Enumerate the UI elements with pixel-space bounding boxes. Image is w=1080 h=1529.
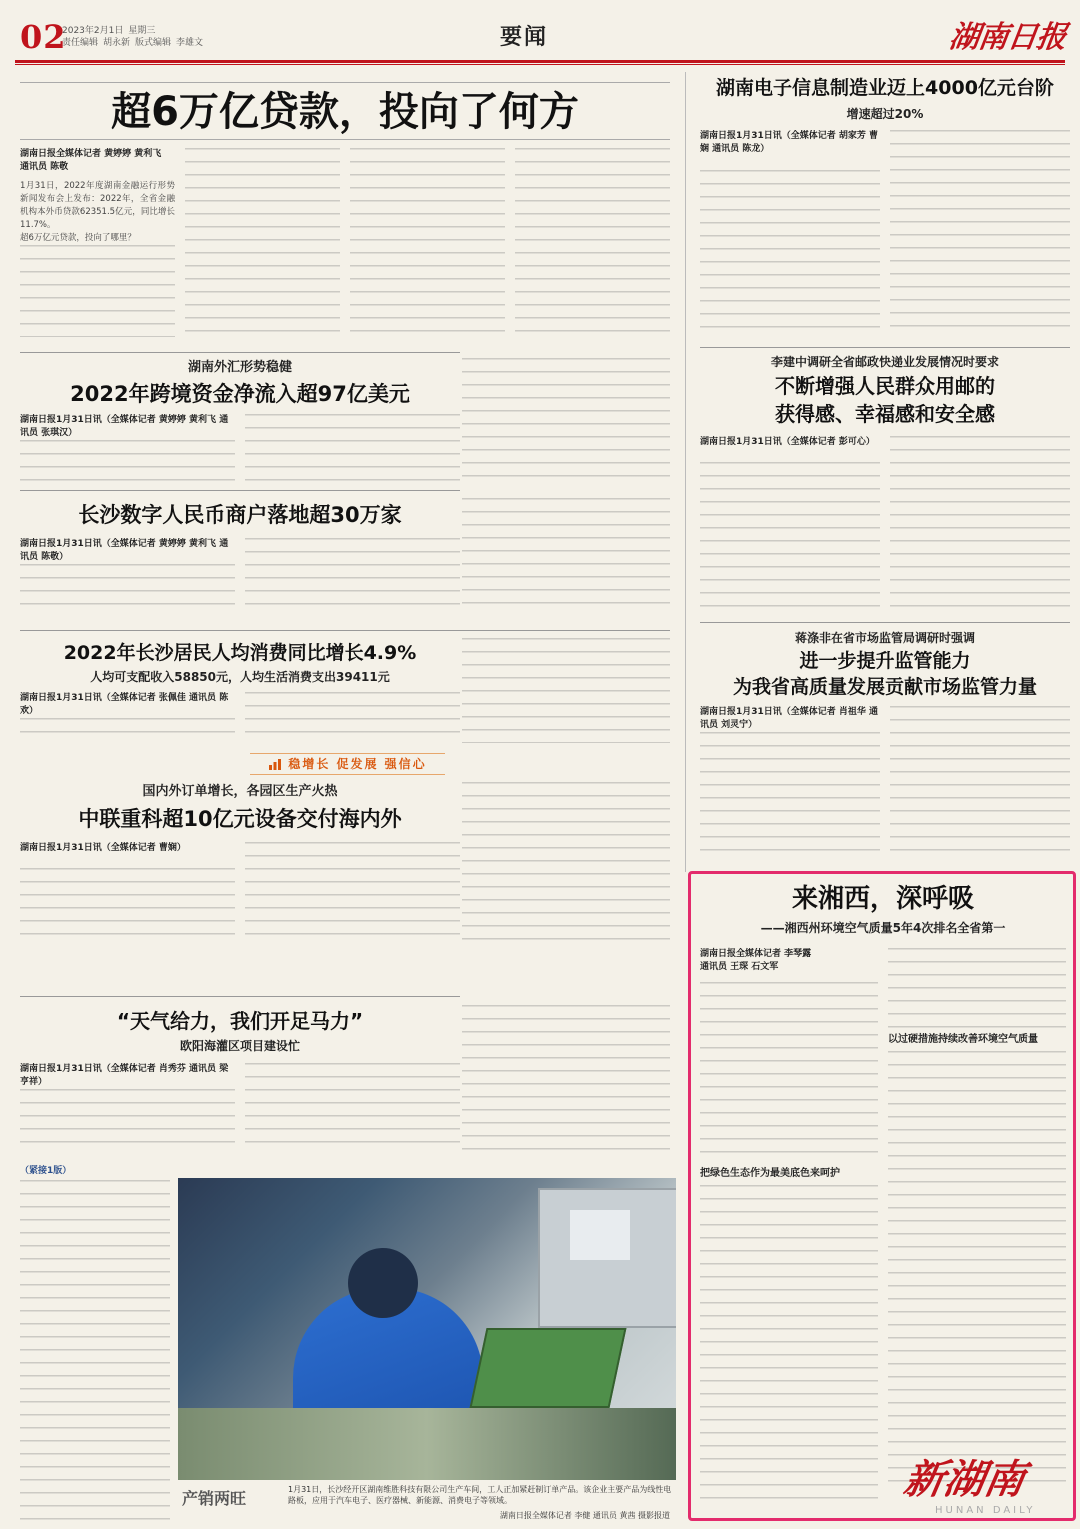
- news-photo: [178, 1178, 676, 1480]
- body-text: [888, 948, 1066, 1028]
- body-text: [700, 982, 878, 1162]
- section-divider: [20, 996, 460, 997]
- headline: 中联重科超10亿元设备交付海内外: [78, 807, 402, 831]
- watermark-logo: 新湖南: [900, 1456, 1029, 1503]
- body-text: [245, 414, 460, 484]
- growth-chart-icon: [268, 758, 282, 770]
- caption-body: 1月31日，长沙经开区湖南维胜科技有限公司生产车间，工人正加紧赶制订单产品。该企业主要产品为线性电路板，应用于汽车电子、医疗器械、新能源、消费电子等领域。: [288, 1485, 672, 1505]
- body-text: [350, 148, 505, 338]
- headline: “天气给力，我们开足马力”: [116, 1009, 364, 1033]
- watermark-subtext: HUNAN DAILY: [935, 1505, 1036, 1516]
- body-text: [245, 538, 460, 608]
- headline: 2022年跨境资金净流入超97亿美元: [70, 382, 410, 406]
- article-loans[interactable]: [20, 78, 670, 348]
- workbench-shape: [178, 1408, 676, 1480]
- body-text: [890, 706, 1070, 861]
- kicker: 李建中调研全省邮政快递业发展情况时要求: [770, 355, 999, 369]
- headline-line1: 进一步提升监管能力: [799, 650, 971, 672]
- body-text: [462, 498, 670, 613]
- subhead: 欧阳海灌区项目建设忙: [179, 1039, 300, 1053]
- section-divider: [700, 347, 1070, 348]
- subhead: 增速超过20%: [846, 107, 924, 121]
- byline: 湖南日报1月31日讯（全媒体记者 张佩佳 通讯员 陈欢）: [20, 693, 229, 716]
- masthead: [0, 0, 1080, 62]
- byline: 湖南日报1月31日讯（全媒体记者 肖祖华 通讯员 刘灵宁）: [700, 707, 879, 730]
- editor-name: 胡永新: [103, 38, 131, 48]
- article-consumption[interactable]: [20, 638, 460, 743]
- newspaper-logo: 湖南日报: [947, 20, 1068, 55]
- article-postal[interactable]: [700, 352, 1070, 617]
- byline: 湖南日报全媒体记者 李琴露: [700, 949, 812, 959]
- article-zoomlion[interactable]: [20, 782, 460, 942]
- headline-line2: 为我省高质量发展贡献市场监管力量: [732, 676, 1037, 698]
- section-heading: 以过硬措施持续改善环境空气质量: [888, 1034, 1038, 1045]
- byline: 湖南日报1月31日讯（全媒体记者 彭可心）: [700, 437, 875, 447]
- subheading: 超6万亿元贷款，投向了哪里？: [20, 233, 136, 243]
- byline: 湖南日报1月31日讯（全媒体记者 黄婷婷 黄利飞 通讯员 陈敬）: [20, 539, 229, 562]
- photo-caption: [178, 1480, 676, 1521]
- byline-secondary: 通讯员 王琛 石文军: [700, 962, 779, 972]
- body-text: [185, 148, 340, 338]
- headline-line2: 获得感、幸福感和安全感: [775, 402, 995, 426]
- worker-head-shape: [348, 1248, 418, 1318]
- body-text: [20, 1089, 235, 1153]
- theme-banner: [250, 753, 445, 775]
- body-text: [245, 842, 460, 938]
- machine-shape: [538, 1188, 676, 1328]
- article-irrigation[interactable]: [20, 1005, 460, 1155]
- section-divider: [20, 630, 670, 631]
- byline-secondary: 通讯员 陈敬: [20, 162, 69, 172]
- section-heading: 把绿色生态作为最美底色来呵护: [700, 1168, 840, 1179]
- body-text: [462, 782, 670, 942]
- subhead: ——湘西州环境空气质量5年4次排名全省第一: [760, 921, 1006, 935]
- continued-tag: （紧接1版）: [20, 1166, 72, 1176]
- lead-paragraph: 1月31日，2022年度湖南金融运行形势新闻发布会上发布：2022年，全省金融机构本外币贷款62351.5亿元，同比增长11.7%。: [20, 181, 175, 230]
- body-text: [890, 130, 1070, 330]
- circuit-board-shape: [469, 1328, 626, 1408]
- body-text: [20, 440, 235, 484]
- body-text: [700, 170, 880, 330]
- designer-label: 版式编辑: [135, 38, 172, 48]
- column-divider: [685, 72, 686, 872]
- byline: 湖南日报1月31日讯（全媒体记者 胡家芳 曹娴 通讯员 陈龙）: [700, 131, 879, 154]
- headline: 来湘西，深呼吸: [791, 884, 974, 914]
- page-number: 02: [20, 18, 67, 56]
- body-text: [20, 245, 175, 337]
- body-text: [245, 1063, 460, 1153]
- body-text: [20, 718, 235, 742]
- headline: 2022年长沙居民人均消费同比增长4.9%: [63, 642, 417, 664]
- article-xiangxi[interactable]: [700, 880, 1066, 1515]
- section-divider: [20, 352, 460, 353]
- byline: 湖南日报1月31日讯（全媒体记者 黄婷婷 黄利飞 通讯员 张琪汉）: [20, 415, 229, 438]
- article-market-supervision[interactable]: [700, 628, 1070, 868]
- body-text: [700, 462, 880, 611]
- body-text: [888, 1051, 1066, 1491]
- body-text: [20, 868, 235, 938]
- body-text: [462, 358, 670, 483]
- body-text: [515, 148, 670, 338]
- continued-article[interactable]: [20, 1165, 170, 1520]
- issue-date: 2023年2月1日: [62, 26, 124, 36]
- section-title: 要闻: [500, 25, 549, 50]
- issue-weekday: 星期三: [128, 26, 156, 36]
- body-text: [20, 1180, 170, 1520]
- body-text: [890, 436, 1070, 611]
- headline-line1: 不断增强人民群众用邮的: [775, 374, 995, 398]
- body-text: [700, 732, 880, 861]
- photo-credit: 湖南日报全媒体记者 李健 通讯员 黄茜 摄影报道: [499, 1511, 670, 1520]
- subhead: 人均可支配收入58850元，人均生活消费支出39411元: [90, 670, 390, 684]
- article-digital-rmb[interactable]: [20, 498, 460, 613]
- masthead-rule: [15, 60, 1065, 63]
- designer-name: 李雄文: [176, 38, 204, 48]
- kicker: 湖南外汇形势稳健: [187, 360, 292, 375]
- byline: 湖南日报1月31日讯（全媒体记者 曹娴）: [20, 843, 186, 853]
- body-text: [462, 638, 670, 743]
- issue-meta: [62, 25, 242, 49]
- body-text: [20, 564, 235, 608]
- section-divider: [700, 622, 1070, 623]
- article-electronics[interactable]: [700, 72, 1070, 342]
- masthead-rule-thin: [15, 64, 1065, 65]
- article-forex[interactable]: [20, 358, 460, 483]
- section-divider: [20, 490, 460, 491]
- headline: 长沙数字人民币商户落地超30万家: [78, 503, 402, 527]
- kicker: 国内外订单增长，各园区生产火热: [142, 784, 338, 799]
- byline: 湖南日报1月31日讯（全媒体记者 肖秀芬 通讯员 梁亨祥）: [20, 1064, 229, 1087]
- body-text: [700, 1185, 878, 1505]
- byline: 湖南日报全媒体记者 黄婷婷 黄利飞: [20, 149, 162, 159]
- editor-label: 责任编辑: [62, 38, 99, 48]
- headline: 超6万亿贷款，投向了何方: [20, 82, 670, 140]
- kicker: 蒋涤非在省市场监管局调研时强调: [794, 631, 975, 645]
- body-text: [245, 692, 460, 742]
- body-text: [462, 1005, 670, 1155]
- caption-title: 产销两旺: [182, 1489, 247, 1508]
- banner-text: 稳增长 促发展 强信心: [288, 757, 427, 771]
- headline: 湖南电子信息制造业迈上4000亿元台阶: [716, 77, 1054, 99]
